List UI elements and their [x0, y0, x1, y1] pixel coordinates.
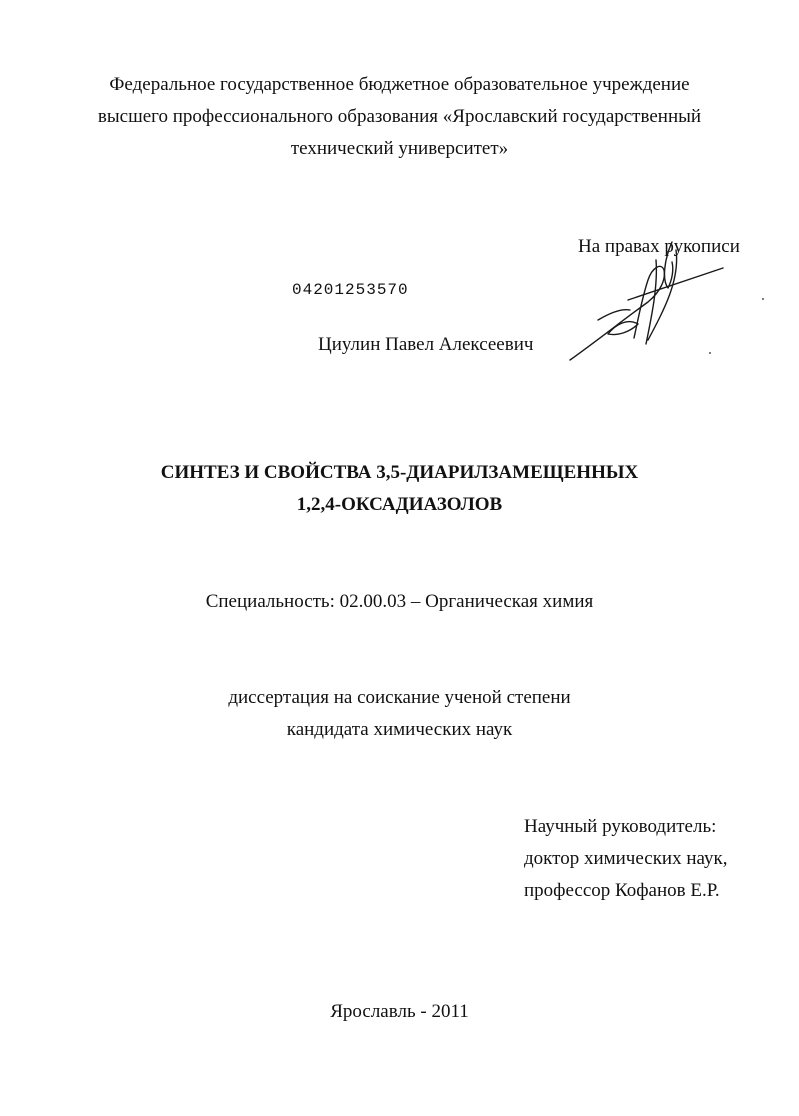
degree-line-2: кандидата химических наук: [286, 719, 513, 740]
specialty: Специальность: 02.00.03 – Органическая химия: [205, 591, 594, 612]
scan-speck: [762, 298, 764, 300]
signature-icon: [568, 240, 728, 365]
institution-line-3: технический университет»: [290, 138, 509, 159]
institution-line-2: высшего профессионального образования «Ярославский государственный: [97, 106, 702, 127]
dissertation-title-line-1: СИНТЕЗ И СВОЙСТВА 3,5-ДИАРИЛЗАМЕЩЕННЫХ: [160, 462, 639, 483]
degree-line-1: диссертация на соискание ученой степени: [228, 687, 571, 708]
supervisor-degree: доктор химических наук,: [524, 848, 728, 869]
manuscript-note: На правах рукописи: [578, 236, 740, 257]
author-name: Циулин Павел Алексеевич: [318, 334, 534, 355]
scan-speck: [709, 352, 711, 354]
supervisor-name: профессор Кофанов Е.Р.: [524, 880, 720, 901]
institution-line-1: Федеральное государственное бюджетное образовательное учреждение: [109, 74, 690, 95]
dissertation-title-line-2: 1,2,4-ОКСАДИАЗОЛОВ: [296, 494, 503, 515]
city-year: Ярославль - 2011: [330, 1001, 469, 1022]
registration-number: 04201253570: [292, 281, 409, 299]
supervisor-label: Научный руководитель:: [524, 816, 717, 837]
